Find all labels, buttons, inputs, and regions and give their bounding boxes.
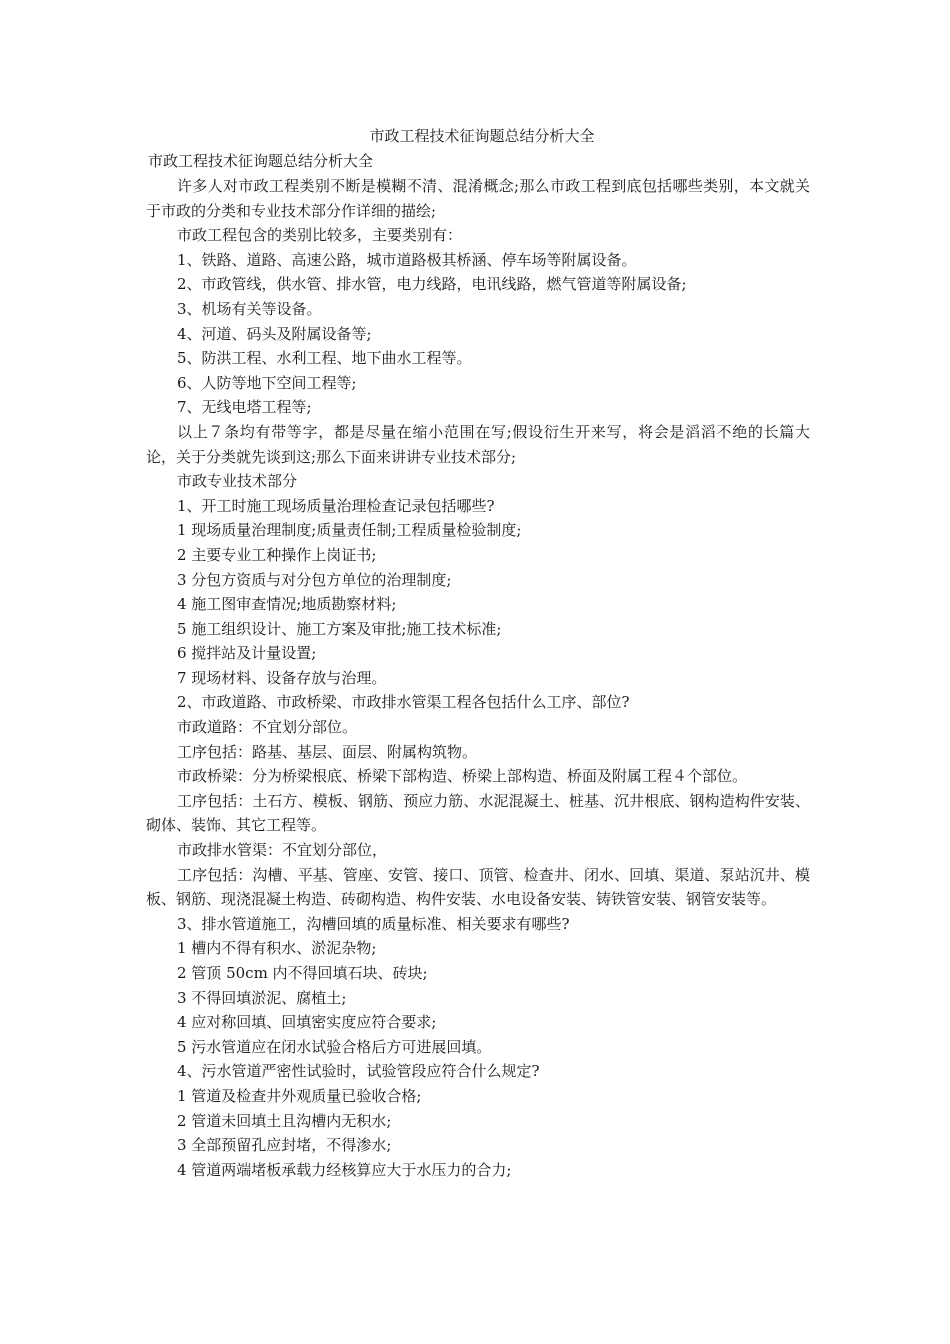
- body-paragraph: 4、河道、码头及附属设备等;: [177, 324, 372, 343]
- body-paragraph: 2、市政道路、市政桥梁、市政排水管渠工程各包括什么工序、部位?: [177, 693, 630, 712]
- body-paragraph: 市政桥梁：分为桥梁根底、桥梁下部构造、桥梁上部构造、桥面及附属工程４个部位。: [177, 767, 748, 786]
- document-body: [146, 174, 810, 1182]
- body-paragraph: 1 槽内不得有积水、淤泥杂物;: [177, 939, 377, 958]
- body-paragraph: 以上７条均有带等字，都是尽量在缩小范围在写;假设衍生开来写，将会是滔滔不绝的长篇大论，关于分类就先谈到这;那么下面来讲讲专业技术部分;: [146, 422, 810, 466]
- body-paragraph: 4 管道两端堵板承载力经核算应大于水压力的合力;: [177, 1160, 512, 1179]
- body-paragraph: 3、排水管道施工，沟槽回填的质量标准、相关要求有哪些?: [177, 914, 570, 933]
- body-paragraph: 4 施工图审查情况;地质勘察材料;: [177, 595, 397, 614]
- body-paragraph: 2 主要专业工种操作上岗证书;: [177, 545, 377, 564]
- document-page: [146, 124, 810, 1182]
- body-paragraph: 4、污水管道严密性试验时，试验管段应符合什么规定?: [177, 1062, 540, 1081]
- body-paragraph: 市政专业技术部分: [177, 472, 298, 491]
- document-title: 市政工程技术征询题总结分析大全: [369, 127, 595, 145]
- body-paragraph: 7、无线电塔工程等;: [177, 398, 312, 417]
- body-paragraph: 6 搅拌站及计量设置;: [177, 644, 317, 663]
- body-paragraph: 3 全部预留孔应封堵，不得渗水;: [177, 1136, 392, 1155]
- body-paragraph: 1、开工时施工现场质量治理检查记录包括哪些?: [177, 496, 495, 515]
- body-paragraph: 许多人对市政工程类别不断是模糊不清、混淆概念;那么市政工程到底包括哪些类别，本文就关于市政的分类和专业技术部分作详细的描绘;: [146, 177, 810, 220]
- body-paragraph: 5、防洪工程、水利工程、地下曲水工程等。: [177, 349, 472, 368]
- body-paragraph: 3、机场有关等设备。: [177, 299, 322, 318]
- document-subtitle: 市政工程技术征询题总结分析大全: [148, 152, 374, 170]
- body-paragraph: 2 管道未回填土且沟槽内无积水;: [177, 1111, 392, 1130]
- body-paragraph: 工序包括：沟槽、平基、管座、安管、接口、顶管、检查井、闭水、回填、渠道、泵站沉井、模板、钢筋、现浇混凝土构造、砖砌构造、构件安装、水电设备安装、铸铁管安装、钢管安装等。: [146, 865, 810, 909]
- body-paragraph: 1 管道及检查井外观质量已验收合格;: [177, 1086, 422, 1105]
- body-paragraph: 工序包括：路基、基层、面层、附属构筑物。: [177, 742, 478, 761]
- body-paragraph: 工序包括：土石方、模板、钢筋、预应力筋、水泥混凝土、桩基、沉井根底、钢构造构件安装、砌体、装饰、其它工程等。: [146, 791, 810, 835]
- body-paragraph: 5 污水管道应在闭水试验合格后方可进展回填。: [177, 1037, 492, 1056]
- body-paragraph: 市政排水管渠：不宜划分部位，: [177, 841, 388, 860]
- body-paragraph: 2、市政管线，供水管、排水管，电力线路，电讯线路，燃气管道等附属设备;: [177, 275, 687, 294]
- body-paragraph: 市政道路：不宜划分部位。: [177, 718, 358, 737]
- body-paragraph: 4 应对称回填、回填密实度应符合要求;: [177, 1013, 437, 1032]
- body-paragraph: 7 现场材料、设备存放与治理。: [177, 668, 387, 687]
- body-paragraph: 3 不得回填淤泥、腐植土;: [177, 988, 347, 1007]
- body-paragraph: 6、人防等地下空间工程等;: [177, 373, 357, 392]
- body-paragraph: 2 管顶 50cm 内不得回填石块、砖块;: [177, 964, 428, 982]
- body-paragraph: 3 分包方资质与对分包方单位的治理制度;: [177, 570, 452, 589]
- body-paragraph: 5 施工组织设计、施工方案及审批;施工技术标准;: [177, 619, 502, 638]
- body-paragraph: 1 现场质量治理制度;质量责任制;工程质量检验制度;: [177, 521, 522, 540]
- body-paragraph: 1、铁路、道路、高速公路，城市道路极其桥涵、停车场等附属设备。: [177, 250, 637, 269]
- body-paragraph: 市政工程包含的类别比较多，主要类别有：: [177, 226, 463, 245]
